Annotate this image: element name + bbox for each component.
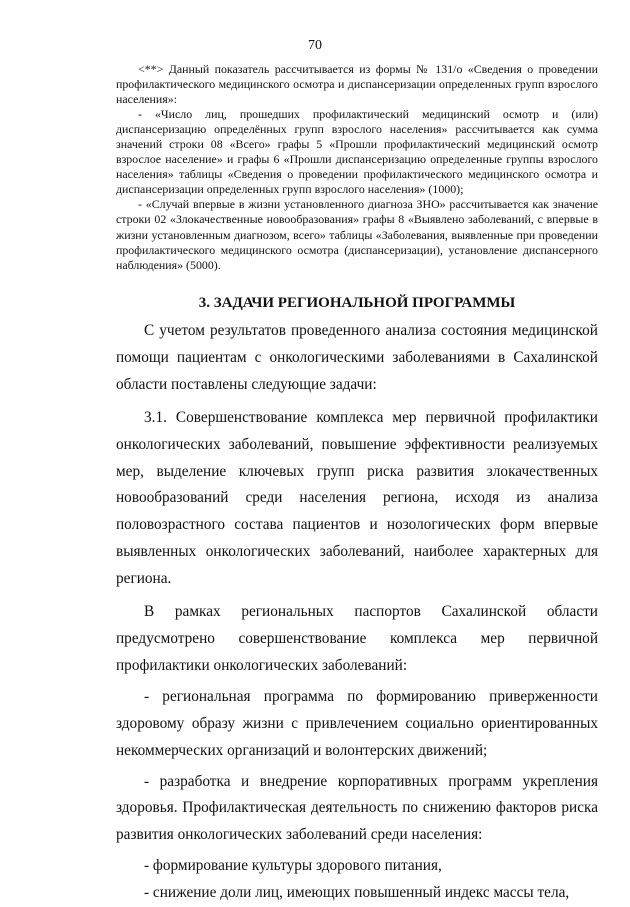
footnote-item-first-diagnosis: - «Случай впервые в жизни установленного диагноза ЗНО» рассчитывается как значение строки 02 «Злокачественные новообразования» графы 8 «Выявлено заболеваний, с впервые в жизни установленным диагнозом, всего» таблицы «Заболевания, выявленные при проведении профилактического медицинского осмотра (диспансеризации), установление диспансерного наблюдения» (5000). [116, 197, 598, 272]
paragraph-intro: С учетом результатов проведенного анализа состояния медицинской помощи пациентам с онкологическими заболеваниями в Сахалинской области поставлены следующие задачи: [116, 322, 598, 393]
body-text [116, 318, 598, 907]
list-item-corporate-programs: - разработка и внедрение корпоративных программ укрепления здоровья. Профилактическая деятельность по снижению факторов риска развития онкологических заболеваний среди населения: [116, 772, 598, 844]
paragraph-task-3-1: 3.1. Совершенствование комплекса мер первичной профилактики онкологических заболеваний, повышение эффективности реализуемых мер, выделение ключевых групп риска развития злокачественных новообразований среди населения региона, исходя из анализа половозрастного состава пациентов и нозологических форм впервые выявленных онкологических заболеваний, наиболее характерных для региона. [116, 408, 598, 588]
footnote-item-examined-persons: - «Число лиц, прошедших профилактический медицинский осмотр и (или) диспансеризацию определённых групп взрослого населения» рассчитывается как сумма значений строки 08 «Всего» графы 5 «Прошли профилактический медицинский осмотр взрослое население» и графы 6 «Прошли диспансеризацию определенные группы взрослого населения» таблицы «Сведения о проведении профилактического медицинского осмотра и диспансеризации определенных групп взрослого населения» (1000); [116, 107, 598, 197]
list-item-body-mass-index: - снижение доли лиц, имеющих повышенный индекс массы тела, [144, 884, 570, 902]
paragraph-regional-passports: В рамках региональных паспортов Сахалинской области предусмотрено совершенствование комплекса мер первичной профилактики онкологических заболеваний: [116, 603, 598, 674]
footnote-definition: <**> Данный показатель рассчитывается из формы № 131/о «Сведения о проведении профилактического медицинского осмотра и диспансеризации определенных групп взрослого населения»: [116, 62, 598, 107]
footnotes [116, 62, 598, 273]
page-number: 70 [308, 38, 322, 53]
list-item-healthy-nutrition: - формирование культуры здорового питания, [144, 857, 442, 875]
section-title: 3. ЗАДАЧИ РЕГИОНАЛЬНОЙ ПРОГРАММЫ [198, 295, 516, 311]
list-item-healthy-lifestyle: - региональная программа по формированию приверженности здоровому образу жизни с привлечением социально ориентированных некоммерческих организаций и волонтерских движений; [116, 687, 598, 759]
